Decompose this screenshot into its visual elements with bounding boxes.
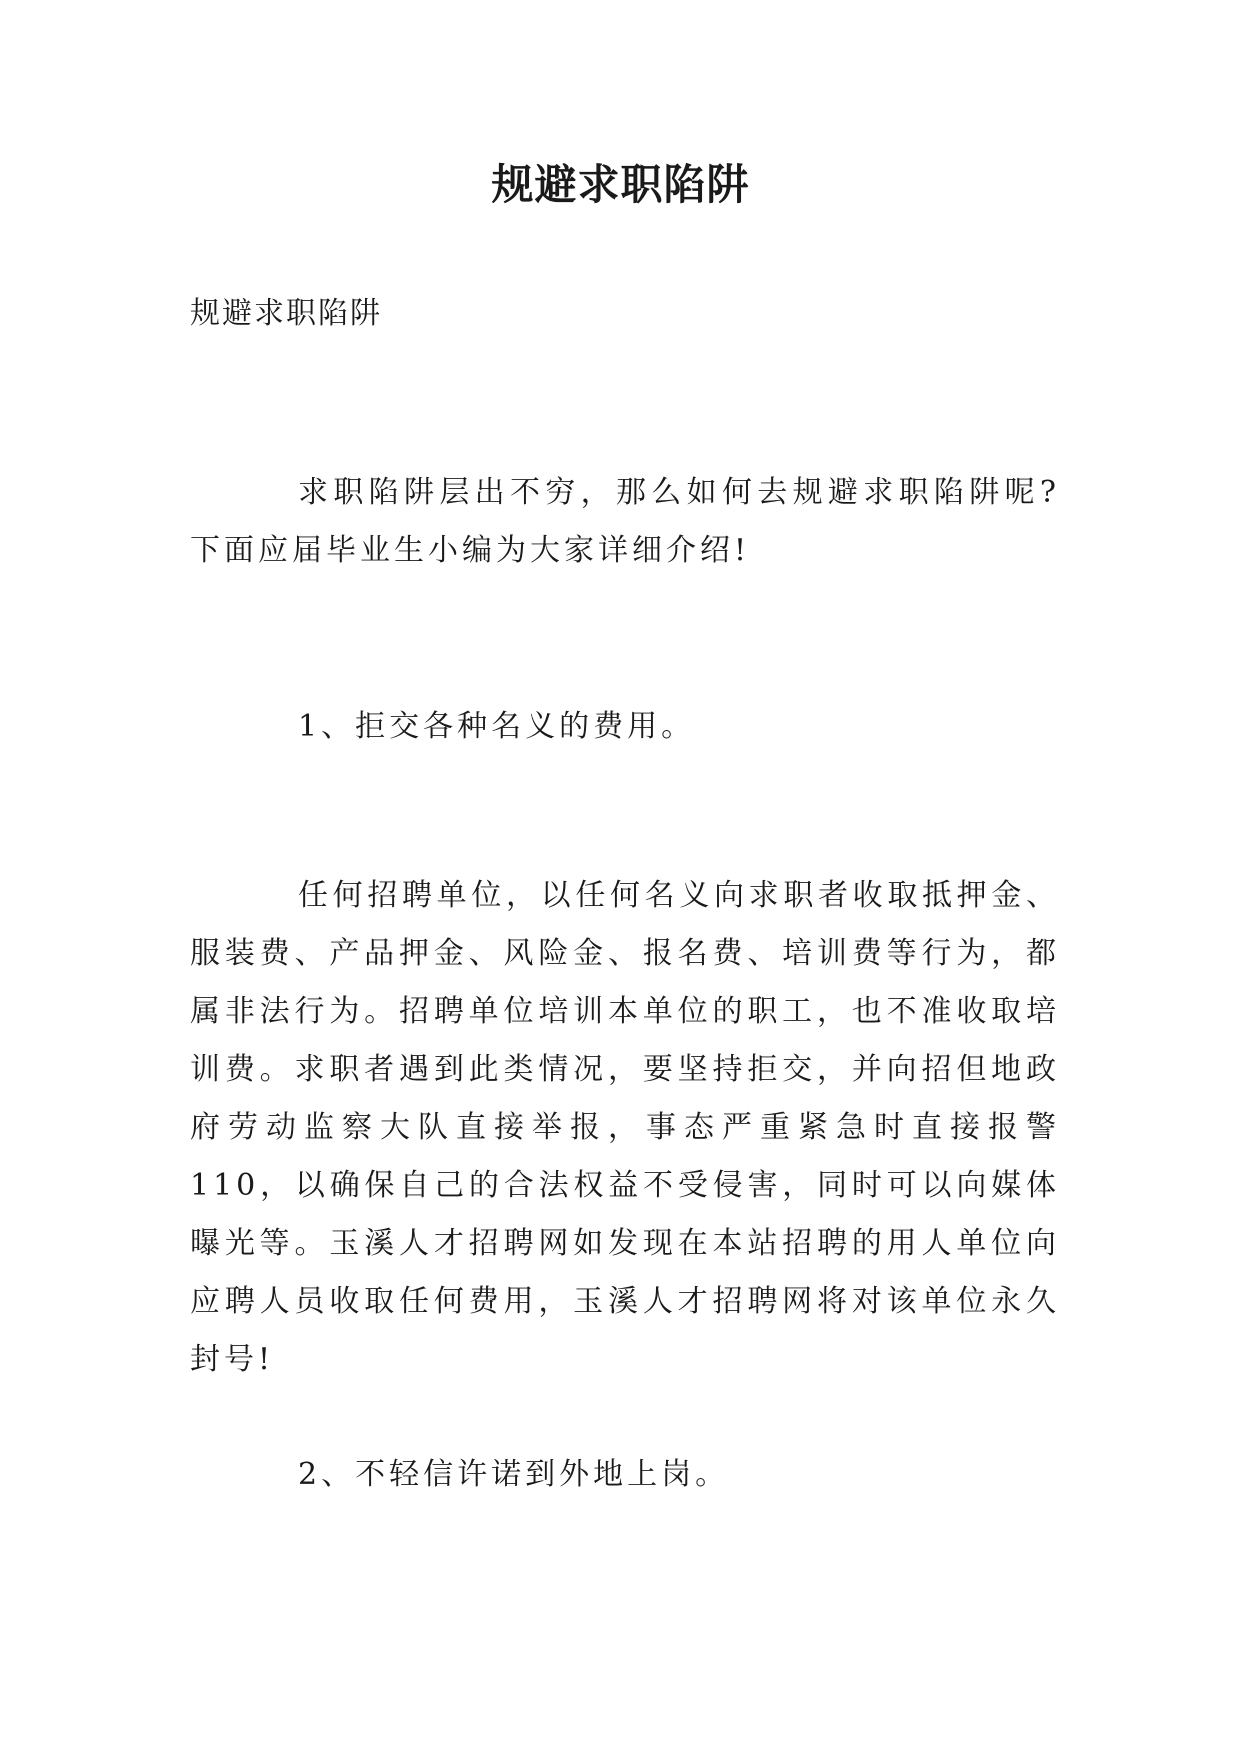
- page-title: 规避求职陷阱: [491, 160, 750, 209]
- document-subtitle: 规避求职陷阱: [190, 296, 382, 331]
- section-heading-1: 1、拒交各种名义的费用。: [298, 709, 696, 744]
- section-heading-2: 2、不轻信许诺到外地上岗。: [298, 1457, 730, 1492]
- body-paragraph-1: 任何招聘单位，以任何名义向求职者收取抵押金、服装费、产品押金、风险金、报名费、培训费等行为，都属非法行为。招聘单位培训本单位的职工，也不准收取培训费。求职者遇到此类情况，要坚持拒交，并向招但地政府劳动监察大队直接举报，事态严重紧急时直接报警110，以确保自己的合法权益不受侵害，同时可以向媒体曝光等。玉溪人才招聘网如发现在本站招聘的用人单位向应聘人员收取任何费用，玉溪人才招聘网将对该单位永久封号!: [190, 878, 1060, 1377]
- intro-paragraph: 求职陷阱层出不穷，那么如何去规避求职陷阱呢?下面应届毕业生小编为大家详细介绍!: [190, 475, 1060, 568]
